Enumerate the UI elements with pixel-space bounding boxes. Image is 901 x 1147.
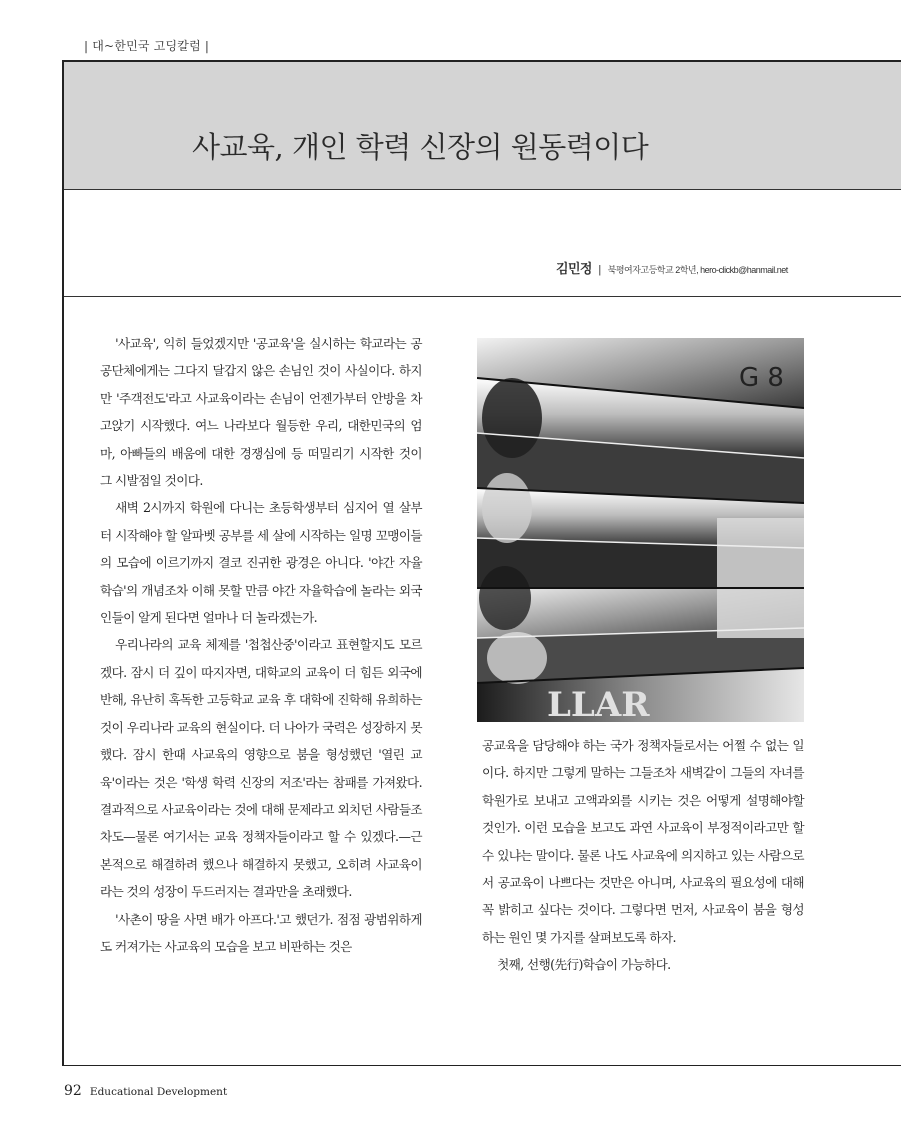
banknotes-illustration bbox=[477, 338, 804, 722]
author-name: 김민정 bbox=[556, 261, 592, 276]
paragraph: 새벽 2시까지 학원에 다니는 초등학생부터 심지어 열 살부터 시작해야 할 알파벳 공부를 세 살에 시작하는 일명 꼬맹이들의 모습에 이르기까지 결코 진귀한 광경은 아니다. '야간 자율학습'의 개념조차 이해 못할 만큼 야간 자율학습에 놀라는 외국인들이 알게 된다면 얼마나 더 놀라겠는가. bbox=[100, 500, 422, 626]
banknote-dollar-text: LLAR bbox=[547, 685, 650, 722]
publication-name: Educational Development bbox=[89, 1086, 228, 1098]
author-byline bbox=[556, 258, 788, 278]
paragraph: 첫째, 선행(先行)학습이 가능하다. bbox=[497, 957, 671, 973]
rolled-banknotes-photo bbox=[477, 338, 804, 722]
author-separator: | bbox=[598, 264, 602, 276]
section-label: | 대~한민국 고딩칼럼 | bbox=[84, 39, 210, 53]
paragraph: 공교육을 담당해야 하는 국가 정책자들로서는 어쩔 수 없는 일이다. 하지만 그렇게 말하는 그들조차 새벽같이 그들의 자녀를 학원가로 보내고 고액과외를 시키는 것은 어떻게 설명해야할 것인가. 이런 모습을 보고도 과연 사교육이 부정적이라고만 할 수 있냐는 말이다. 물론 나도 사교육에 의지하고 있는 사람으로서 공교육이 나쁘다는 것만은 아니며, 사교육의 필요성에 대해 꼭 밝히고 싶다는 것이다. 그렇다면 먼저, 사교육이 붐을 형성하는 원인 몇 가지를 살펴보도록 하자. bbox=[482, 738, 804, 945]
page-number: 92 bbox=[64, 1083, 82, 1099]
page-footer bbox=[64, 1080, 227, 1099]
banknote-serial-text: G 8 bbox=[739, 363, 784, 393]
paragraph: '사교육', 익히 들었겠지만 '공교육'을 실시하는 학교라는 공공단체에게는 그다지 달갑지 않은 손님인 것이 사실이다. 하지만 '주객전도'라고 사교육이라는 손님이 언젠가부터 안방을 차고앉기 시작했다. 여느 나라보다 월등한 우리, 대한민국의 엄마, 아빠들의 배움에 대한 경쟁심에 등 떠밀리기 시작한 것이 그 시발점일 것이다. bbox=[100, 336, 422, 489]
author-info: 북평여자고등학교 2학년, hero-clickb@hanmail.net bbox=[607, 265, 788, 275]
article-title: 사교육, 개인 학력 신장의 원동력이다 bbox=[192, 130, 649, 165]
right-column bbox=[482, 732, 804, 979]
byline-divider bbox=[64, 296, 901, 297]
paragraph: 우리나라의 교육 체제를 '첩첩산중'이라고 표현할지도 모르겠다. 잠시 더 깊이 따지자면, 대학교의 교육이 더 힘든 외국에 반해, 유난히 혹독한 고등학교 교육 후 대학에 진학해 유희하는 것이 우리나라 교육의 현실이다. 더 나아가 국력은 성장하지 못했다. 잠시 한때 사교육의 영향으로 붐을 형성했던 '열린 교육'이라는 것은 '학생 학력 신장의 저조'라는 참패를 가져왔다. 결과적으로 사교육이라는 것에 대해 문제라고 외치던 사람들조차도—물론 여기서는 교육 정책자들이라고 할 수 있겠다.—근본적으로 해결하려 했으나 해결하지 못했고, 오히려 사교육이라는 것의 성장이 두드러지는 결과만을 초래했다. bbox=[100, 637, 422, 900]
paragraph: '사촌이 땅을 사면 배가 아프다.'고 했던가. 점점 광범위하게도 커져가는 사교육의 모습을 보고 비판하는 것은 bbox=[100, 911, 422, 954]
left-column bbox=[100, 330, 422, 960]
